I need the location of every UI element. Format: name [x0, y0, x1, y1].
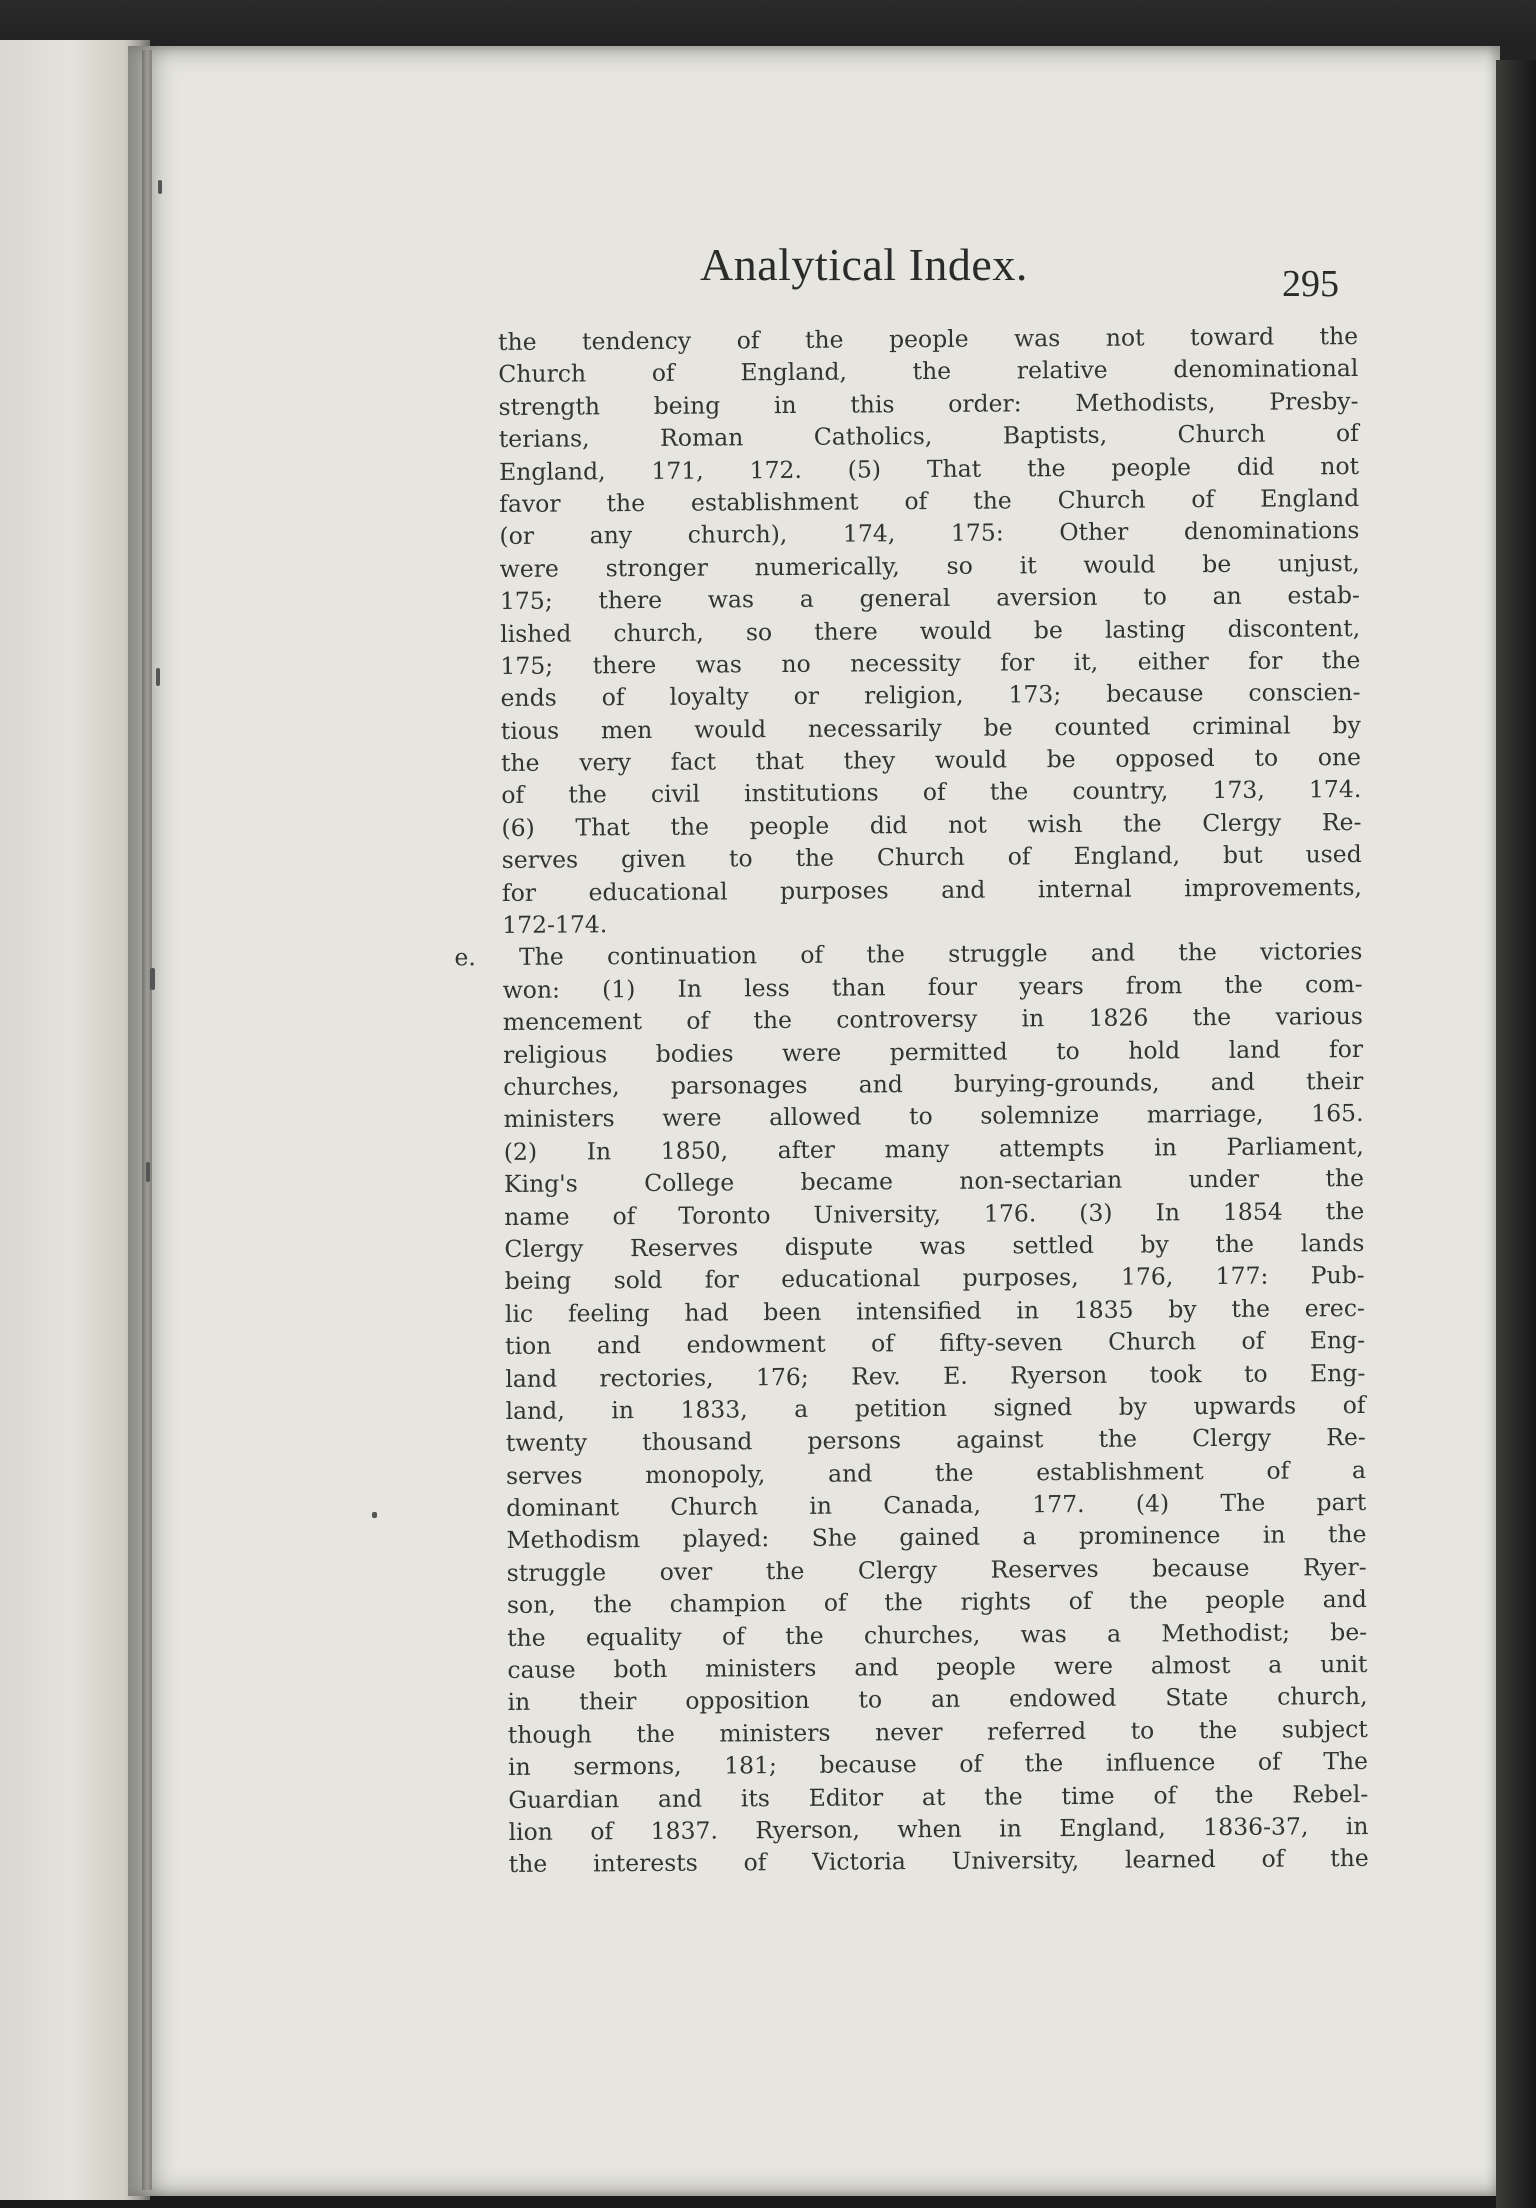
- text-line: struggle over the Clergy Reserves because Ryer-: [506, 1552, 1367, 1587]
- text-line: lished church, so there would be lasting discontent,: [500, 613, 1361, 648]
- index-entry-d-continuation: [498, 320, 1362, 941]
- text-line: King's College became non-sectarian under the: [503, 1164, 1365, 1199]
- entry-heading-line: e. The continuation of the struggle and the victories: [454, 937, 1363, 972]
- text-line: England, 171, 172. (5) That the people did not: [498, 451, 1360, 486]
- text-line: (or any church), 174, 175: Other denominations: [499, 516, 1360, 551]
- text-line: lic feeling had been intensified in 1835 by the erec-: [504, 1293, 1365, 1328]
- margin-mark: [150, 968, 155, 990]
- text-line: for educational purposes and internal improvements,: [501, 872, 1363, 907]
- page-header: [540, 238, 1360, 308]
- text-line: the equality of the churches, was a Methodist; be-: [507, 1617, 1368, 1652]
- text-line: serves given to the Church of England, but used: [501, 840, 1362, 875]
- text-line: Clergy Reserves dispute was settled by the lands: [504, 1228, 1365, 1263]
- text-line: 175; there was a general aversion to an estab-: [499, 581, 1360, 616]
- text-line: though the ministers never referred to the subject: [507, 1714, 1368, 1749]
- text-line: terians, Roman Catholics, Baptists, Church of: [498, 419, 1359, 454]
- text-line: religious bodies were permitted to hold land for: [502, 1034, 1364, 1069]
- text-line: favor the establishment of the Church of England: [499, 483, 1360, 518]
- text-line: mencement of the controversy in 1826 the various: [502, 1002, 1363, 1037]
- margin-mark: [146, 1162, 150, 1182]
- text-line: lion of 1837. Ryerson, when in England, 1836-37, in: [508, 1811, 1369, 1846]
- text-line: won: (1) In less than four years from the com-: [502, 969, 1363, 1004]
- text-line: strength being in this order: Methodists, Presby-: [498, 386, 1359, 421]
- text-line: the very fact that they would be opposed to one: [500, 743, 1362, 778]
- text-line: the tendency of the people was not toward the: [498, 321, 1359, 356]
- text-line: serves monopoly, and the establishment of a: [505, 1455, 1367, 1490]
- right-page-edge: [1496, 60, 1536, 2208]
- text-line: Methodism played: She gained a prominence in the: [506, 1520, 1367, 1555]
- text-line: dominant Church in Canada, 177. (4) The part: [506, 1488, 1367, 1523]
- margin-mark: [372, 1512, 377, 1518]
- text-line: churches, parsonages and burying-grounds, and their: [503, 1066, 1364, 1101]
- text-line: ends of loyalty or religion, 173; because conscien-: [500, 678, 1361, 713]
- text-line: cause both ministers and people were almost a unit: [507, 1649, 1368, 1684]
- text-line: tion and endowment of fifty-seven Church of Eng-: [505, 1326, 1366, 1361]
- text-line: the interests of Victoria University, learned of the: [508, 1844, 1369, 1879]
- text-line: 175; there was no necessity for it, either for the: [500, 645, 1361, 680]
- text-line: in their opposition to an endowed State church,: [507, 1682, 1368, 1717]
- text-line: (6) That the people did not wish the Clergy Re-: [501, 807, 1362, 842]
- text-line: 172-174.: [502, 910, 608, 940]
- text-line: Guardian and its Editor at the time of the Rebel-: [508, 1779, 1369, 1814]
- text-line: Church of England, the relative denominational: [498, 354, 1359, 389]
- margin-mark: [158, 180, 162, 194]
- index-entry-e: [454, 935, 1369, 1880]
- text-line: of the civil institutions of the country, 173, 174.: [501, 775, 1362, 810]
- text-line: name of Toronto University, 176. (3) In 1854 the: [504, 1196, 1365, 1231]
- text-line: ministers were allowed to solemnize marriage, 165.: [503, 1099, 1364, 1134]
- index-text-block: [454, 320, 1369, 1881]
- text-line: tious men would necessarily be counted criminal by: [500, 710, 1361, 745]
- page-gutter: [142, 50, 152, 2190]
- page-number: 295: [1282, 263, 1339, 305]
- text-line: (2) In 1850, after many attempts in Parliament,: [503, 1131, 1364, 1166]
- text-line: son, the champion of the rights of the people and: [506, 1585, 1368, 1620]
- text-line: being sold for educational purposes, 176, 177: Pub-: [504, 1261, 1365, 1296]
- text-line: twenty thousand persons against the Clergy Re-: [505, 1423, 1366, 1458]
- text-line: land, in 1833, a petition signed by upwards of: [505, 1390, 1366, 1425]
- text-line: land rectories, 176; Rev. E. Ryerson took to Eng-: [505, 1358, 1366, 1393]
- text-line: in sermons, 181; because of the influence of The: [507, 1747, 1369, 1782]
- running-title: Analytical Index.: [700, 239, 1028, 290]
- text-line: were stronger numerically, so it would be unjust,: [499, 548, 1360, 583]
- margin-mark: [156, 668, 160, 686]
